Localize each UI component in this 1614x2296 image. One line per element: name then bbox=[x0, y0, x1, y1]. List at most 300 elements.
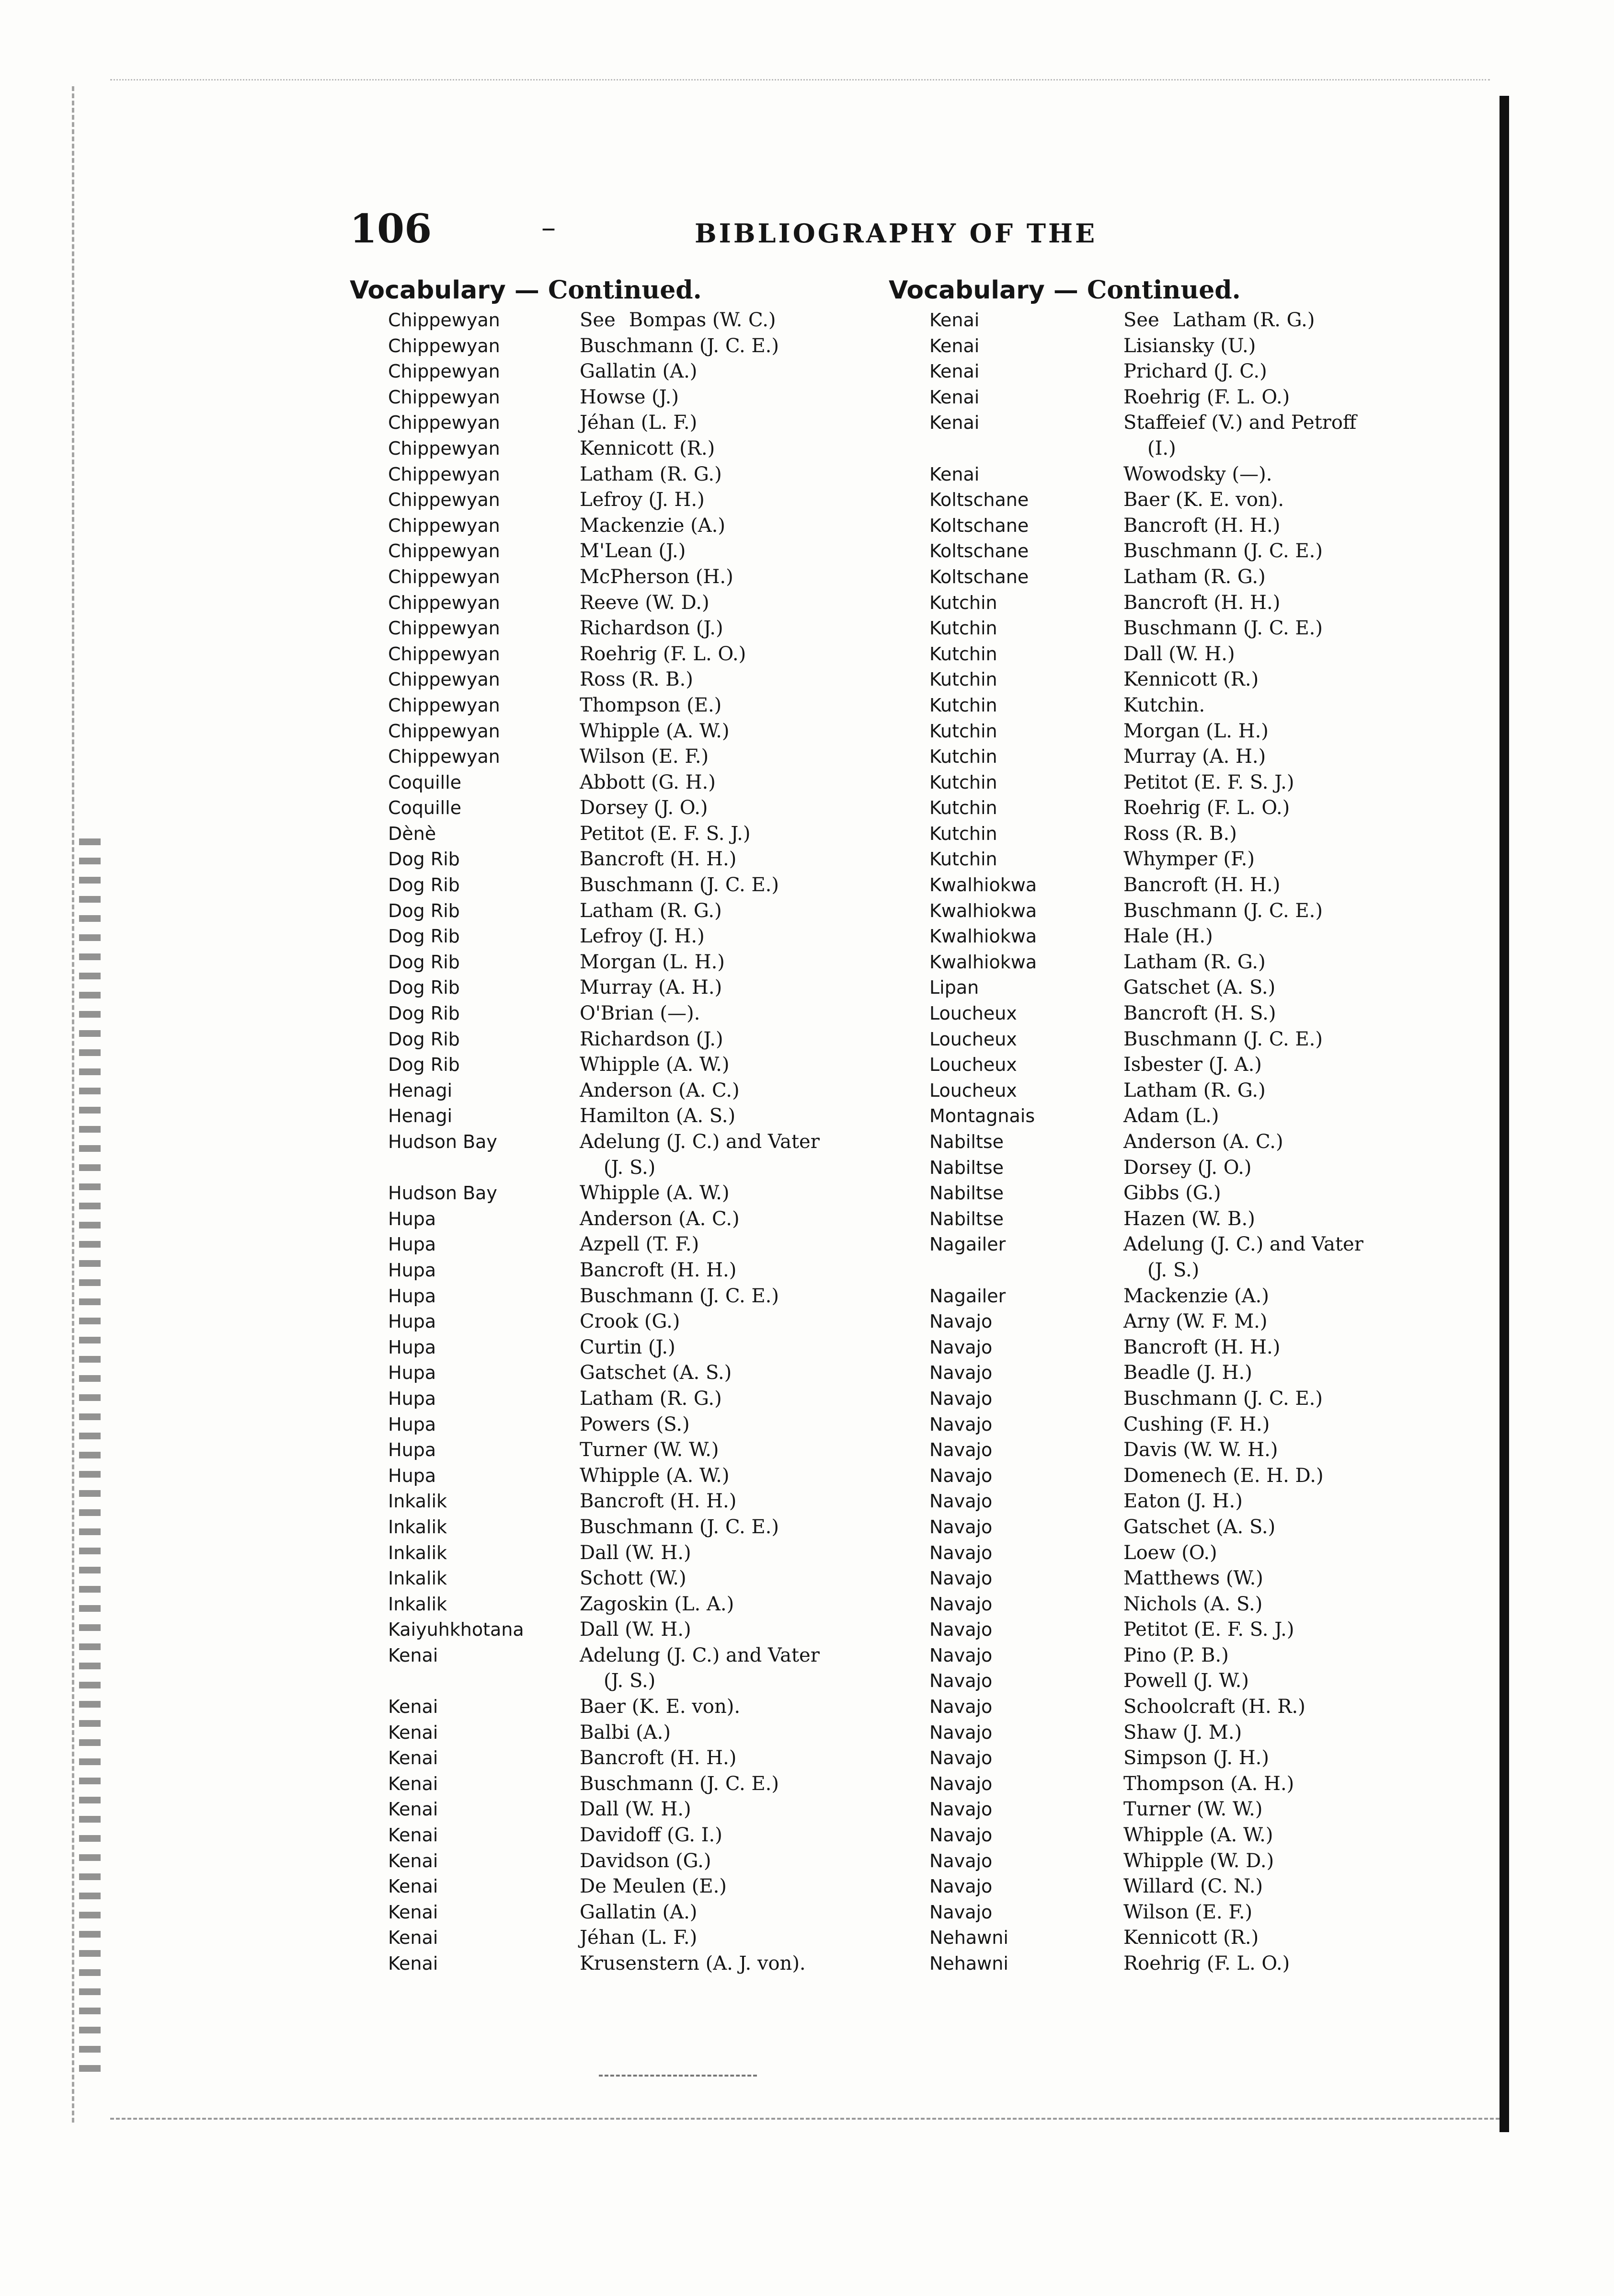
author-name: Curtin (J.) bbox=[580, 1336, 675, 1358]
language-name: Hupa bbox=[388, 1234, 436, 1255]
author-name: Latham (R. G.) bbox=[1172, 309, 1315, 331]
language-name: Dog Rib bbox=[388, 1054, 460, 1076]
footer-rule bbox=[599, 2075, 757, 2077]
author-name: Bancroft (H. H.) bbox=[580, 848, 737, 871]
author-name: Bompas (W. C.) bbox=[629, 309, 776, 331]
list-item bbox=[350, 1284, 779, 1309]
author-reference bbox=[1123, 1771, 1294, 1797]
language-name: Coquille bbox=[388, 797, 462, 819]
author-reference bbox=[580, 975, 722, 1001]
author-name: (I.) bbox=[1147, 437, 1176, 459]
author-name: Morgan (L. H.) bbox=[1123, 720, 1269, 742]
language-name: Kwalhiokwa bbox=[929, 951, 1037, 973]
author-name: (J. S.) bbox=[604, 1670, 656, 1692]
left-column-heading bbox=[350, 276, 702, 305]
list-item bbox=[350, 1155, 702, 1181]
list-item bbox=[350, 333, 779, 359]
author-reference bbox=[580, 1643, 820, 1669]
author-reference bbox=[1123, 1412, 1270, 1438]
author-reference bbox=[1123, 1386, 1323, 1412]
author-reference bbox=[580, 847, 736, 872]
language-name: Navajo bbox=[929, 1619, 993, 1641]
language-name: Koltschane bbox=[929, 566, 1029, 587]
list-item bbox=[350, 795, 708, 821]
author-name: Adelung (J. C.) and Vater bbox=[1123, 1233, 1363, 1256]
list-item bbox=[889, 436, 1241, 462]
list-item bbox=[350, 410, 702, 436]
language-name: Koltschane bbox=[929, 540, 1029, 562]
language-name: Kutchin bbox=[929, 823, 997, 844]
author-name: Beadle (J. H.) bbox=[1123, 1362, 1252, 1384]
author-reference bbox=[580, 1797, 691, 1823]
author-reference bbox=[1123, 333, 1256, 359]
list-item bbox=[889, 1925, 1259, 1951]
language-name: Chippewyan bbox=[388, 540, 500, 562]
author-name: Staffeief (V.) and Petroff bbox=[1123, 412, 1357, 434]
author-reference bbox=[1123, 693, 1205, 719]
language-name: Kenai bbox=[388, 1773, 438, 1794]
list-item bbox=[889, 1463, 1324, 1489]
author-reference bbox=[580, 564, 733, 590]
author-reference bbox=[1123, 616, 1323, 642]
author-reference bbox=[580, 1001, 700, 1027]
list-item bbox=[889, 1617, 1294, 1643]
author-name: Schott (W.) bbox=[580, 1567, 687, 1590]
language-name: Kenai bbox=[929, 463, 980, 485]
list-item bbox=[350, 1360, 732, 1386]
author-name: Bancroft (H. S.) bbox=[1123, 1002, 1276, 1025]
author-name: Adelung (J. C.) and Vater bbox=[580, 1131, 820, 1153]
list-item bbox=[350, 719, 730, 745]
language-name: Kwalhiokwa bbox=[929, 874, 1037, 896]
author-reference bbox=[1123, 770, 1294, 796]
left-entries bbox=[350, 308, 820, 1977]
author-name: Lisiansky (U.) bbox=[1123, 334, 1256, 357]
language-name: Loucheux bbox=[929, 1003, 1017, 1024]
language-name: Kutchin bbox=[929, 592, 997, 613]
author-reference bbox=[580, 1925, 697, 1951]
list-item bbox=[889, 1566, 1263, 1592]
list-item bbox=[350, 308, 776, 333]
language-name: Kutchin bbox=[929, 669, 997, 690]
scan-edge-left-bars bbox=[79, 838, 101, 2084]
author-reference bbox=[580, 1848, 711, 1874]
author-reference bbox=[580, 385, 679, 411]
list-item bbox=[889, 1797, 1263, 1823]
language-name: Hudson Bay bbox=[388, 1131, 497, 1152]
author-reference bbox=[1123, 1617, 1294, 1643]
author-name: Buschmann (J. C. E.) bbox=[1123, 1387, 1323, 1410]
author-name: Buschmann (J. C. E.) bbox=[580, 1515, 779, 1538]
language-name: Kenai bbox=[929, 412, 980, 434]
language-name: Navajo bbox=[929, 1696, 993, 1718]
list-item bbox=[350, 1592, 734, 1618]
author-reference bbox=[580, 795, 708, 821]
language-name: Dènè bbox=[388, 823, 436, 844]
author-name: Davidoff (G. I.) bbox=[580, 1824, 722, 1847]
language-name: Chippewyan bbox=[388, 669, 500, 690]
list-item bbox=[889, 1309, 1268, 1335]
language-name: Nagailer bbox=[929, 1285, 1006, 1307]
list-item bbox=[350, 462, 722, 488]
author-name: Nichols (A. S.) bbox=[1123, 1593, 1263, 1615]
author-reference bbox=[1123, 744, 1266, 770]
author-reference bbox=[580, 436, 715, 462]
list-item bbox=[889, 872, 1281, 898]
author-name: Baer (K. E. von). bbox=[580, 1696, 741, 1718]
author-reference bbox=[1123, 1874, 1263, 1900]
language-name: Navajo bbox=[929, 1413, 993, 1435]
author-reference bbox=[580, 667, 693, 693]
author-reference bbox=[1123, 872, 1280, 898]
language-name: Kenai bbox=[388, 1825, 438, 1846]
author-name: Simpson (J. H.) bbox=[1123, 1747, 1269, 1769]
language-name: Loucheux bbox=[929, 1054, 1017, 1076]
list-item bbox=[350, 436, 715, 462]
language-name: Nagailer bbox=[929, 1234, 1006, 1255]
author-name: Gatschet (A. S.) bbox=[1123, 1515, 1276, 1538]
language-name: Dog Rib bbox=[388, 1003, 460, 1024]
list-item bbox=[350, 872, 779, 898]
author-name: Eaton (J. H.) bbox=[1123, 1490, 1243, 1513]
list-item bbox=[889, 1129, 1283, 1155]
list-item bbox=[889, 1771, 1294, 1797]
author-name: Whipple (A. W.) bbox=[580, 1054, 730, 1076]
language-name: Kenai bbox=[388, 1644, 438, 1666]
running-title: BIBLIOGRAPHY OF THE bbox=[695, 218, 1098, 249]
language-name: Kutchin bbox=[929, 849, 997, 870]
author-name: Jéhan (L. F.) bbox=[580, 1927, 698, 1949]
author-reference bbox=[1123, 642, 1235, 667]
author-reference bbox=[1123, 1823, 1273, 1848]
list-item bbox=[350, 1540, 702, 1566]
language-name: Navajo bbox=[929, 1876, 993, 1897]
author-name: Gibbs (G.) bbox=[1123, 1182, 1221, 1205]
list-item bbox=[350, 821, 751, 847]
author-reference bbox=[580, 1206, 740, 1232]
author-name: Adam (L.) bbox=[1123, 1105, 1219, 1127]
list-item bbox=[889, 1027, 1323, 1053]
author-reference bbox=[1123, 898, 1323, 924]
list-item bbox=[350, 1412, 702, 1438]
list-item bbox=[889, 770, 1294, 796]
author-name: Schoolcraft (H. R.) bbox=[1123, 1696, 1305, 1718]
author-name: Davidson (G.) bbox=[580, 1849, 711, 1872]
list-item bbox=[889, 385, 1290, 411]
list-item bbox=[350, 1566, 702, 1592]
list-item bbox=[889, 1001, 1276, 1027]
list-item bbox=[350, 898, 722, 924]
author-reference bbox=[1123, 359, 1267, 385]
author-name: Anderson (A. C.) bbox=[580, 1207, 740, 1230]
author-reference bbox=[1123, 539, 1323, 564]
list-item bbox=[889, 1181, 1241, 1206]
list-item bbox=[350, 642, 746, 667]
author-name: Bancroft (H. H.) bbox=[580, 1747, 737, 1769]
see-reference: See bbox=[580, 309, 616, 331]
language-name: Kutchin bbox=[929, 694, 997, 716]
author-reference bbox=[580, 1232, 699, 1258]
list-item bbox=[889, 333, 1256, 359]
author-name: Thompson (A. H.) bbox=[1123, 1772, 1294, 1795]
language-name: Navajo bbox=[929, 1644, 993, 1666]
language-name: Kenai bbox=[388, 1953, 438, 1974]
author-name: Mackenzie (A.) bbox=[1123, 1285, 1269, 1307]
author-reference bbox=[580, 359, 697, 385]
language-name: Chippewyan bbox=[388, 361, 500, 382]
author-reference bbox=[580, 590, 710, 616]
author-reference bbox=[1123, 1489, 1243, 1515]
author-name: Prichard (J. C.) bbox=[1123, 360, 1267, 383]
language-name: Hupa bbox=[388, 1311, 436, 1332]
language-name: Navajo bbox=[929, 1747, 993, 1769]
language-name: Navajo bbox=[929, 1516, 993, 1538]
author-reference bbox=[580, 410, 697, 436]
author-name: Lefroy (J. H.) bbox=[580, 925, 705, 948]
list-item bbox=[889, 1668, 1249, 1694]
language-name: Kutchin bbox=[929, 797, 997, 819]
author-name: Murray (A. H.) bbox=[580, 976, 722, 999]
author-name: Matthews (W.) bbox=[1123, 1567, 1263, 1590]
heading-continued: — Continued. bbox=[514, 276, 702, 305]
author-name: Ross (R. B.) bbox=[1123, 822, 1237, 845]
author-reference bbox=[1123, 1848, 1274, 1874]
author-name: Gallatin (A.) bbox=[580, 360, 698, 383]
list-item bbox=[889, 1694, 1305, 1720]
list-item bbox=[889, 1823, 1273, 1848]
author-reference bbox=[1123, 1103, 1219, 1129]
author-name: Balbi (A.) bbox=[580, 1721, 671, 1744]
list-item bbox=[350, 1103, 736, 1129]
list-item bbox=[889, 590, 1281, 616]
author-name: Turner (W. W.) bbox=[580, 1439, 719, 1461]
list-item bbox=[889, 719, 1269, 745]
language-name: Navajo bbox=[929, 1362, 993, 1384]
author-name: Azpell (T. F.) bbox=[580, 1233, 699, 1256]
list-item bbox=[350, 359, 702, 385]
see-reference: See bbox=[1123, 309, 1159, 331]
list-item bbox=[350, 1823, 722, 1848]
language-name: Chippewyan bbox=[388, 720, 500, 742]
author-reference bbox=[1123, 436, 1176, 462]
language-name: Navajo bbox=[929, 1542, 993, 1563]
author-name: M'Lean (J.) bbox=[580, 540, 686, 563]
language-name: Chippewyan bbox=[388, 310, 500, 331]
list-item bbox=[889, 898, 1323, 924]
author-name: Murray (A. H.) bbox=[1123, 746, 1266, 768]
author-name: Adelung (J. C.) and Vater bbox=[580, 1644, 820, 1666]
right-column-heading bbox=[889, 276, 1241, 305]
author-reference bbox=[1123, 950, 1266, 976]
author-reference bbox=[580, 770, 716, 796]
author-name: Roehrig (F. L. O.) bbox=[1123, 1952, 1290, 1975]
list-item bbox=[350, 1720, 702, 1746]
author-reference bbox=[1123, 1720, 1242, 1746]
language-name: Dog Rib bbox=[388, 874, 460, 896]
language-name: Loucheux bbox=[929, 1079, 1017, 1101]
list-item bbox=[889, 513, 1281, 539]
language-name: Nehawni bbox=[929, 1927, 1008, 1949]
author-name: Powers (S.) bbox=[580, 1413, 690, 1435]
language-name: Nabiltse bbox=[929, 1157, 1004, 1178]
list-item bbox=[350, 616, 723, 642]
author-reference bbox=[580, 1155, 655, 1181]
author-name: Whipple (W. D.) bbox=[1123, 1849, 1274, 1872]
author-name: Pino (P. B.) bbox=[1123, 1644, 1229, 1666]
author-reference bbox=[580, 1258, 736, 1284]
language-name: Kenai bbox=[388, 1799, 438, 1820]
author-name: Buschmann (J. C. E.) bbox=[1123, 617, 1323, 640]
language-name: Navajo bbox=[929, 1799, 993, 1820]
language-name: Hudson Bay bbox=[388, 1182, 497, 1204]
language-name: Kenai bbox=[388, 1901, 438, 1923]
list-item bbox=[889, 744, 1266, 770]
list-item bbox=[350, 1386, 722, 1412]
author-name: Baer (K. E. von). bbox=[1123, 489, 1284, 511]
author-name: Buschmann (J. C. E.) bbox=[1123, 540, 1323, 563]
author-name: Dall (W. H.) bbox=[580, 1619, 691, 1641]
list-item bbox=[889, 1951, 1290, 1977]
author-reference bbox=[1123, 410, 1356, 436]
list-item bbox=[889, 359, 1267, 385]
author-name: Whymper (F.) bbox=[1123, 848, 1255, 871]
author-reference bbox=[1123, 1078, 1266, 1104]
list-item bbox=[889, 950, 1266, 976]
list-item bbox=[350, 1463, 730, 1489]
author-name: Wilson (E. F.) bbox=[1123, 1901, 1253, 1923]
author-reference bbox=[580, 924, 705, 950]
language-name: Kenai bbox=[388, 1696, 438, 1718]
author-name: Latham (R. G.) bbox=[1123, 565, 1266, 588]
list-item bbox=[889, 1900, 1253, 1926]
author-name: Domenech (E. H. D.) bbox=[1123, 1464, 1324, 1487]
language-name: Kenai bbox=[929, 310, 980, 331]
author-reference bbox=[1123, 1797, 1262, 1823]
author-name: Powell (J. W.) bbox=[1123, 1670, 1249, 1692]
author-reference bbox=[580, 462, 722, 488]
language-name: Inkalik bbox=[388, 1516, 447, 1538]
author-name: Abbott (G. H.) bbox=[580, 771, 716, 793]
author-reference bbox=[580, 1309, 680, 1335]
list-item bbox=[350, 1258, 737, 1284]
author-reference bbox=[1123, 1592, 1262, 1618]
list-item bbox=[350, 1771, 779, 1797]
author-name: O'Brian (—). bbox=[580, 1002, 700, 1025]
list-item bbox=[889, 1206, 1255, 1232]
language-name: Navajo bbox=[929, 1568, 993, 1589]
author-reference bbox=[580, 1874, 727, 1900]
language-name: Kwalhiokwa bbox=[929, 926, 1037, 947]
author-name: (J. S.) bbox=[1147, 1259, 1200, 1281]
page-edge-shadow bbox=[1500, 96, 1509, 2132]
language-name: Hupa bbox=[388, 1362, 436, 1384]
list-item bbox=[889, 1052, 1262, 1078]
language-name: Nabiltse bbox=[929, 1182, 1004, 1204]
page-number: 106 bbox=[350, 206, 432, 252]
author-name: Buschmann (J. C. E.) bbox=[580, 334, 779, 357]
list-item bbox=[889, 642, 1241, 667]
author-reference bbox=[580, 1335, 675, 1361]
language-name: Chippewyan bbox=[388, 566, 500, 587]
author-name: Davis (W. W. H.) bbox=[1123, 1439, 1278, 1461]
author-reference bbox=[580, 1823, 722, 1848]
author-name: Richardson (J.) bbox=[580, 1028, 723, 1050]
author-name: Gatschet (A. S.) bbox=[580, 1362, 732, 1384]
author-name: Krusenstern (A. J. von). bbox=[580, 1952, 806, 1975]
language-name: Kenai bbox=[388, 1722, 438, 1743]
heading-continued: — Continued. bbox=[1053, 276, 1241, 305]
language-name: Koltschane bbox=[929, 515, 1029, 536]
author-reference bbox=[1123, 1745, 1269, 1771]
author-name: Kennicott (R.) bbox=[580, 437, 715, 459]
language-name: Kenai bbox=[929, 386, 980, 408]
list-item bbox=[350, 590, 710, 616]
language-name: Navajo bbox=[929, 1901, 993, 1923]
language-name: Dog Rib bbox=[388, 951, 460, 973]
list-item bbox=[889, 1489, 1241, 1515]
language-name: Kutchin bbox=[929, 618, 997, 639]
author-name: Bancroft (H. H.) bbox=[1123, 591, 1281, 614]
language-name: Kenai bbox=[388, 1747, 438, 1769]
author-name: Dall (W. H.) bbox=[580, 1541, 691, 1564]
author-reference bbox=[580, 1052, 729, 1078]
author-name: Howse (J.) bbox=[580, 386, 679, 408]
author-name: Mackenzie (A.) bbox=[580, 514, 725, 537]
author-name: Anderson (A. C.) bbox=[580, 1079, 740, 1102]
list-item bbox=[350, 1668, 702, 1694]
author-name: Whipple (A. W.) bbox=[580, 1182, 730, 1205]
list-item bbox=[889, 1335, 1281, 1361]
author-reference bbox=[580, 872, 779, 898]
list-item bbox=[350, 1617, 702, 1643]
author-reference bbox=[580, 487, 705, 513]
author-name: Dorsey (J. O.) bbox=[1123, 1156, 1252, 1179]
list-item bbox=[889, 1848, 1274, 1874]
author-reference bbox=[580, 1412, 690, 1438]
language-name: Hupa bbox=[388, 1208, 436, 1229]
language-name: Henagi bbox=[388, 1105, 453, 1127]
author-reference bbox=[580, 642, 746, 667]
author-reference bbox=[580, 1771, 779, 1797]
author-name: Wilson (E. F.) bbox=[580, 746, 709, 768]
author-reference bbox=[1123, 1181, 1221, 1206]
list-item bbox=[889, 1155, 1252, 1181]
scan-edge-top bbox=[110, 79, 1490, 80]
author-reference bbox=[580, 1181, 729, 1206]
list-item bbox=[350, 385, 702, 411]
list-item bbox=[350, 1489, 737, 1515]
author-reference bbox=[1123, 1155, 1252, 1181]
language-name: Hupa bbox=[388, 1388, 436, 1409]
language-name: Navajo bbox=[929, 1336, 993, 1358]
author-name: Crook (G.) bbox=[580, 1310, 680, 1333]
list-item bbox=[350, 975, 722, 1001]
language-name: Hupa bbox=[388, 1439, 436, 1461]
author-reference bbox=[1123, 847, 1255, 872]
language-name: Kenai bbox=[929, 361, 980, 382]
author-reference bbox=[580, 308, 776, 333]
list-item bbox=[350, 693, 722, 719]
author-name: Roehrig (F. L. O.) bbox=[1123, 386, 1290, 408]
language-name: Inkalik bbox=[388, 1568, 447, 1589]
list-item bbox=[889, 462, 1272, 488]
author-name: Richardson (J.) bbox=[580, 617, 723, 640]
author-name: Thompson (E.) bbox=[580, 694, 722, 716]
list-item bbox=[889, 1592, 1263, 1618]
list-item bbox=[889, 1078, 1266, 1104]
language-name: Hupa bbox=[388, 1413, 436, 1435]
heading-keyword: Vocabulary bbox=[350, 276, 506, 305]
